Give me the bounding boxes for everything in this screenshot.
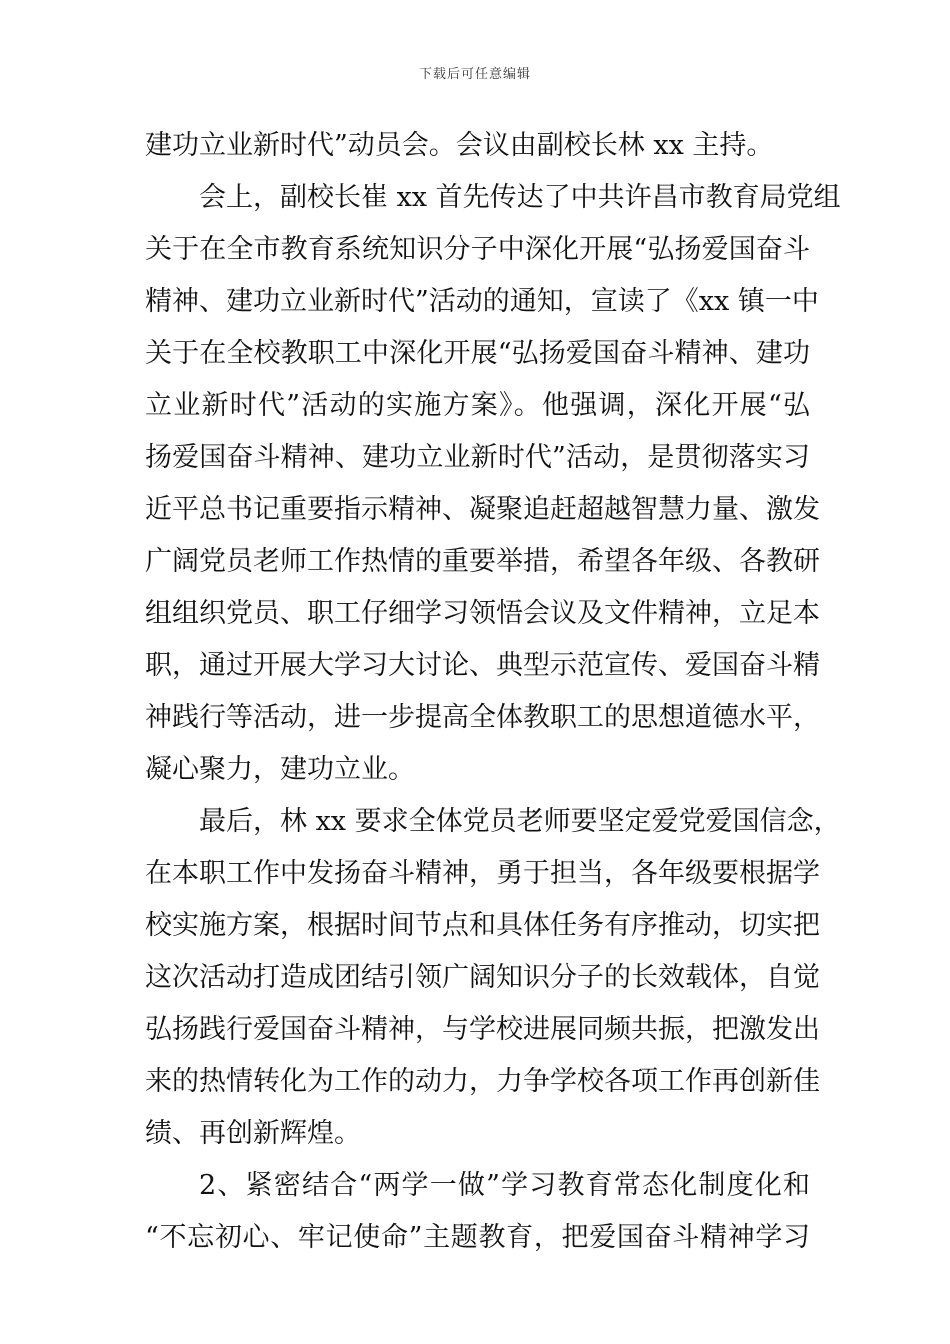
text-line: 立业新时代”活动的实施方案》。他强调，深化开展“弘 xyxy=(145,390,810,421)
text-line: 神践行等活动，进一步提高全体教职工的思想道德水平， xyxy=(145,702,820,733)
text-line: 建功立业新时代”动员会。会议由副校长林 xx 主持。 xyxy=(145,130,774,161)
text-line: 精神、建功立业新时代”活动的通知，宣读了《xx 镇一中 xyxy=(145,286,819,317)
document-body xyxy=(145,120,841,1264)
paragraph-start-line: 最后，林 xx 要求全体党员老师要坚定爱党爱国信念， xyxy=(199,806,841,837)
text-line: 绩、再创新辉煌。 xyxy=(145,1118,361,1149)
text-line: 扬爱国奋斗精神、建功立业新时代”活动，是贯彻落实习 xyxy=(145,442,810,473)
text-line: 弘扬践行爱国奋斗精神，与学校进展同频共振，把激发出 xyxy=(145,1014,820,1045)
text-line: 广阔党员老师工作热情的重要举措，希望各年级、各教研 xyxy=(145,546,820,577)
page-header: 下载后可任意编辑 xyxy=(418,67,531,82)
text-line: 关于在全市教育系统知识分子中深化开展“弘扬爱国奋斗 xyxy=(145,234,810,265)
text-line: 组组织党员、职工仔细学习领悟会议及文件精神，立足本 xyxy=(145,598,820,629)
text-line: 这次活动打造成团结引领广阔知识分子的长效载体，自觉 xyxy=(145,962,820,993)
text-line: 关于在全校教职工中深化开展“弘扬爱国奋斗精神、建功 xyxy=(145,338,810,369)
paragraph-start-line: 2、紧密结合“两学一做”学习教育常态化制度化和 xyxy=(199,1170,810,1201)
paragraph-start-line: 会上，副校长崔 xx 首先传达了中共许昌市教育局党组 xyxy=(199,182,841,213)
text-line: 来的热情转化为工作的动力，力争学校各项工作再创新佳 xyxy=(145,1066,820,1097)
text-line: 近平总书记重要指示精神、凝聚追赶超越智慧力量、激发 xyxy=(145,494,820,525)
text-line: 在本职工作中发扬奋斗精神，勇于担当，各年级要根据学 xyxy=(145,858,820,889)
text-line: 校实施方案，根据时间节点和具体任务有序推动，切实把 xyxy=(145,910,820,941)
text-line: 职，通过开展大学习大讨论、典型示范宣传、爱国奋斗精 xyxy=(145,650,820,681)
text-line: “不忘初心、牢记使命”主题教育，把爱国奋斗精神学习 xyxy=(145,1222,810,1253)
text-line: 凝心聚力，建功立业。 xyxy=(145,754,415,785)
